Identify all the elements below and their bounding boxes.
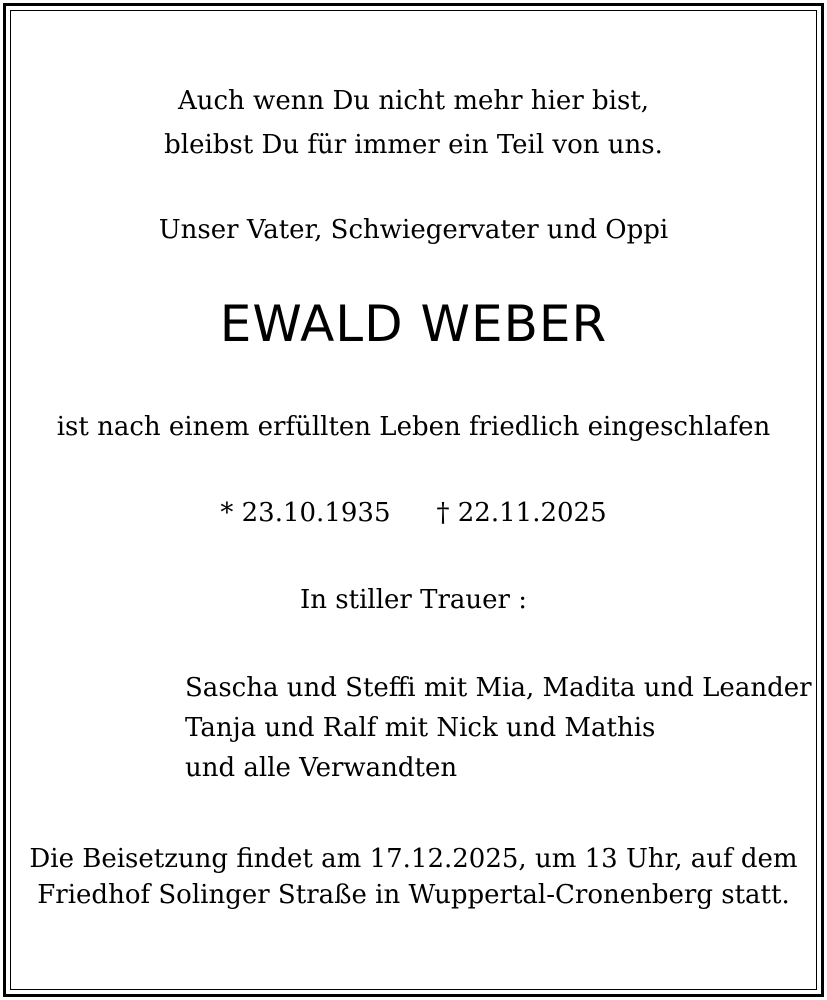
verse-line-2: bleibst Du für immer ein Teil von uns. (164, 130, 663, 160)
deceased-name: EWALD WEBER (219, 295, 608, 353)
family-list (185, 668, 812, 788)
verse-line-1: Auch wenn Du nicht mehr hier bist, (177, 86, 650, 116)
death-date: † 22.11.2025 (436, 498, 607, 528)
family-line: Tanja und Ralf mit Nick und Mathis (185, 713, 656, 743)
funeral-line-2: Friedhof Solinger Straße in Wuppertal-Cronenberg statt. (37, 880, 790, 910)
statement-text: ist nach einem erfüllten Leben friedlich eingeschlafen (56, 412, 771, 442)
family-line: Sascha und Steffi mit Mia, Madita und Leander (185, 673, 812, 703)
funeral-line-1: Die Beisetzung findet am 17.12.2025, um 13 Uhr, auf dem (29, 844, 798, 874)
family-line: und alle Verwandten (185, 753, 458, 783)
intro-text: Unser Vater, Schwiegervater und Oppi (158, 215, 669, 245)
birth-date: * 23.10.1935 (220, 498, 391, 528)
life-dates (0, 496, 827, 530)
mourning-text: In stiller Trauer : (300, 585, 527, 615)
